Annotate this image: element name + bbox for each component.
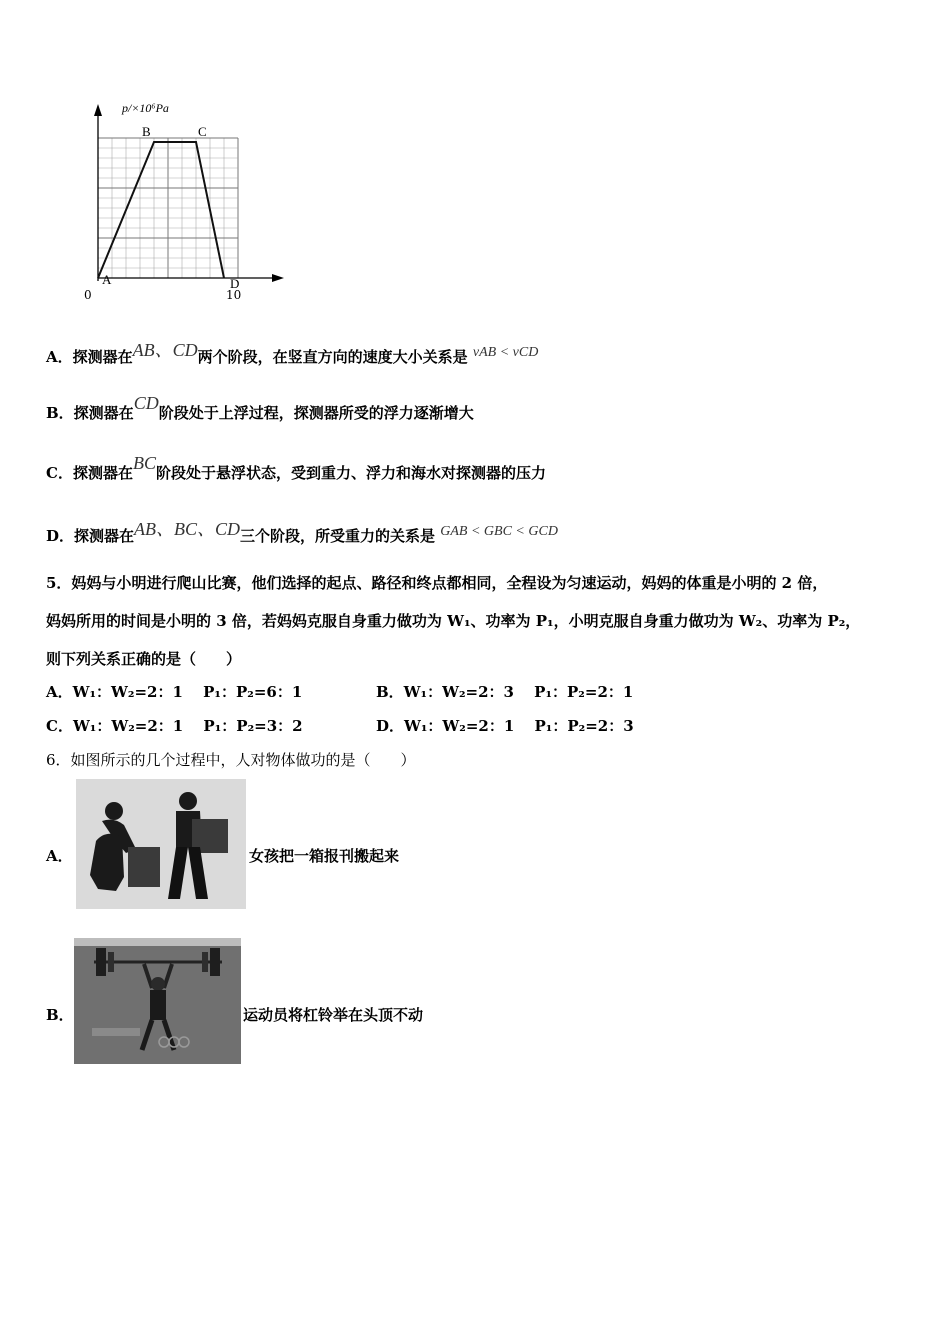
q4-option-d[interactable]: [46, 521, 558, 547]
q6-option-a-label[interactable]: A．: [46, 847, 73, 865]
y-axis-label: p/×10⁶Pa: [122, 101, 169, 115]
q5-option-d[interactable]: D．W₁：W₂=2：1 P₁：P₂=2：3: [376, 717, 634, 735]
q4-c-text: 阶段处于悬浮状态，受到重力、浮力和海水对探测器的压力: [155, 464, 546, 482]
q4-d-text: 三个阶段，所受重力的关系是: [240, 527, 436, 545]
q4-a-relation: vAB < vCD: [472, 345, 539, 360]
weightlifter-image: [74, 938, 241, 1064]
q4-c-prefix: C．探测器在: [46, 464, 133, 482]
pressure-time-chart: [80, 98, 300, 310]
q4-d-relation: GAB < GBC < GCD: [440, 524, 558, 539]
q4-d-math: AB、BC、CD: [134, 519, 241, 539]
q4-option-a[interactable]: [46, 342, 538, 368]
q4-b-prefix: B．探测器在: [46, 404, 134, 422]
q4-d-prefix: D．探测器在: [46, 527, 135, 545]
x-tick-10: 10: [226, 288, 242, 302]
point-label-D: D: [230, 276, 240, 291]
chart-axes: [94, 104, 284, 282]
x-tick-0: 0: [84, 288, 92, 302]
q5-stem-line3: 则下列关系正确的是（ ）: [46, 650, 242, 668]
q4-a-prefix: A．探测器在: [46, 348, 133, 366]
q5-option-b[interactable]: B．W₁：W₂=2：3 P₁：P₂=2：1: [376, 683, 634, 701]
q4-b-text: 阶段处于上浮过程，探测器所受的浮力逐渐增大: [158, 404, 474, 422]
q5-stem-line2: 妈妈所用的时间是小明的 3 倍，若妈妈克服自身重力做功为 W₁、功率为 P₁，小明克服自身重力做功为 W₂、功率为 P₂，: [46, 612, 861, 630]
point-label-B: B: [142, 124, 151, 139]
q5-option-c[interactable]: C．W₁：W₂=2：1 P₁：P₂=3：2: [46, 717, 303, 735]
q6-option-b-label[interactable]: B．: [46, 1006, 74, 1024]
q4-a-text: 两个阶段，在竖直方向的速度大小关系是: [197, 348, 468, 366]
q4-a-math: AB、CD: [132, 340, 198, 360]
q6-stem: 6．如图所示的几个过程中，人对物体做功的是（ ）: [46, 751, 416, 769]
q4-b-math: CD: [133, 393, 159, 413]
q5-stem-line1: 5．妈妈与小明进行爬山比赛，他们选择的起点、路径和终点都相同，全程设为匀速运动，妈妈的体重是小明的 2 倍，: [46, 574, 828, 592]
q4-c-math: BC: [132, 453, 156, 473]
pressure-series-line: [98, 142, 224, 278]
point-label-A: A: [102, 272, 112, 287]
q5-option-a[interactable]: A．W₁：W₂=2：1 P₁：P₂=6：1: [46, 683, 303, 701]
q6-option-a-text: 女孩把一箱报刊搬起来: [249, 847, 400, 865]
q6-option-b-text: 运动员将杠铃举在头顶不动: [243, 1006, 424, 1024]
point-label-C: C: [198, 124, 207, 139]
q4-option-b[interactable]: [46, 393, 474, 423]
q4-option-c[interactable]: [46, 453, 546, 483]
chart-grid: [98, 138, 238, 278]
girl-lifting-box-image: [76, 779, 246, 909]
